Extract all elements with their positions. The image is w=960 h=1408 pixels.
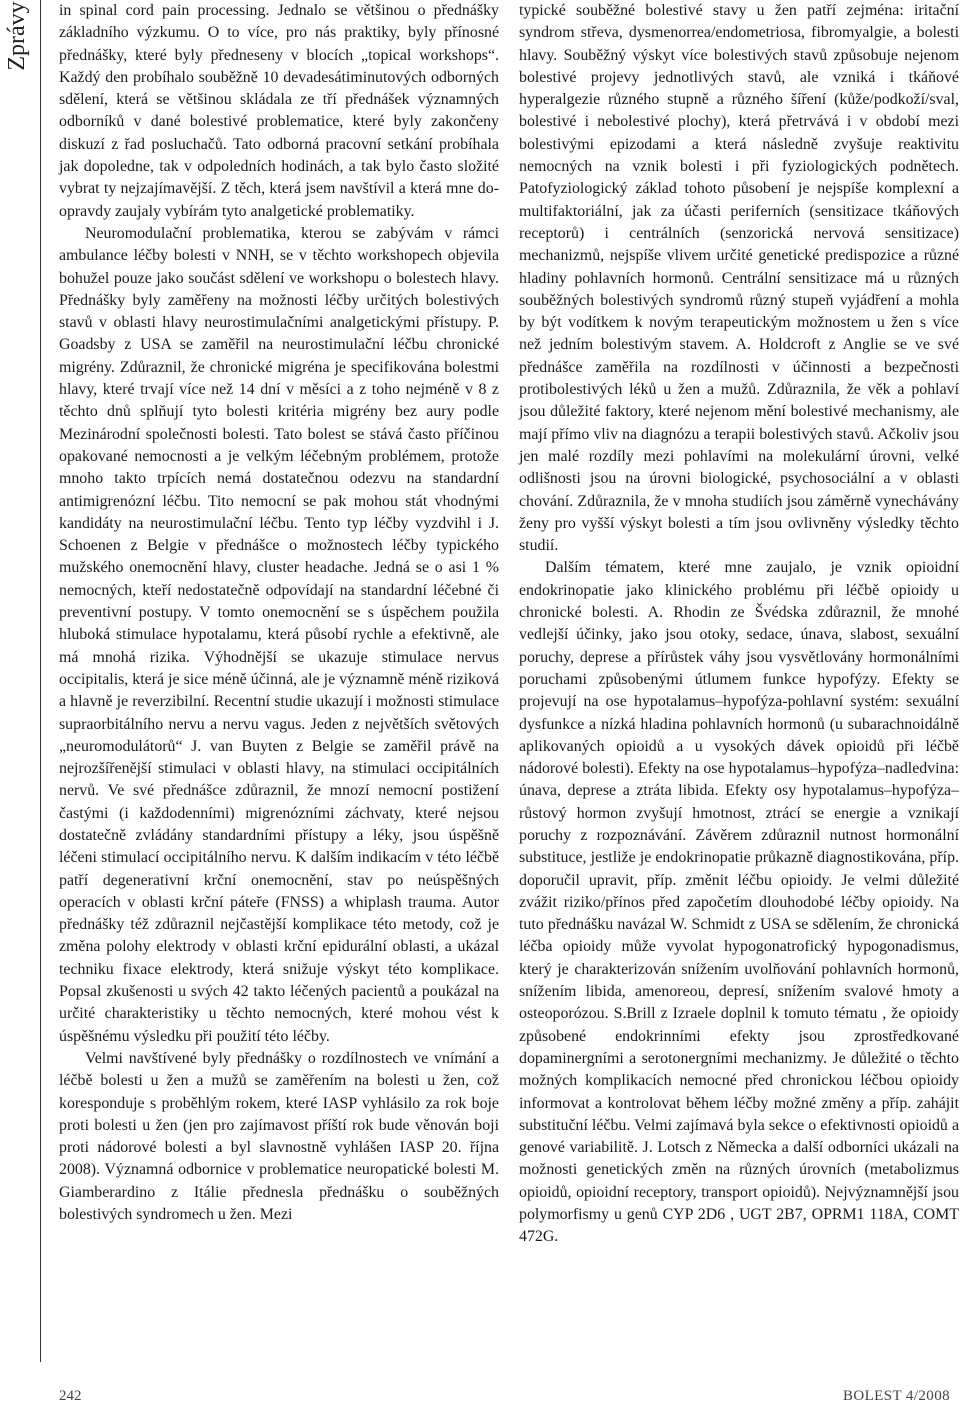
section-divider	[40, 0, 41, 1362]
right-column	[519, 0, 959, 1249]
section-label	[0, 0, 34, 72]
paragraph: typické souběžné bolestivé stavy u žen patří zejména: iritační syndrom střeva, dysmenorrea/endometriosa, fibromyalgie, a bolesti hlavy. Souběžný výskyt více bolestivých stavů způsobuje nejenom bolestivé projevy jednotlivých stavů, ale vzniká i tkáňové hyperalgezie různého stupně a různého šíření (kůže/podkoží/sval, bolestivé i nebolestivé plochy), která přetrvává i v období mezi bolestivými epizodami a která následně zvyšuje reaktivitu nemocných na vznik bolesti i při fyziologických podnětech. Patofyziologický základ tohoto působení je nejspíše komplexní a multifaktoriální, jak za účasti periferních (sensitizace tkáňových receptorů) i centrálních (senzorická nervová sensitizace) mechanizmů, nejspíše vlivem určité genetické predispozice a různé hladiny pohlavních hormonů. Centrální sensitizace má u různých souběžných bolestivých syndromů různý stupeň vyjádření a mohla by být vodítkem k novým terapeutickým možnostem u žen s více než jedním bolestivým stavem. A. Holdcroft z Anglie se ve své přednášce zaměřila na rozdílnosti v účinnosti a bezpečnosti protibolestivých léků u žen a mužů. Zdůraznila, že věk a pohlaví jsou důležité faktory, které nejenom mění bolestivé mechanismy, ale mají přímo vliv na diagnózu a terapii bolestivých stavů. Ačkoliv jsou jen malé rozdíly mezi pohlavími na molekulární úrovni, velké odlišnosti jsou na úrovni biologické, psychosociální a v oblasti chování. Zdůraznila, že v mnoha studiích jsou záměrně vynechávány ženy pro vyšší výskyt bolesti a tím jsou ovlivněny výsledky těchto studií.	[519, 2, 959, 555]
paragraph: Velmi navštívené byly přednášky o rozdílnostech ve vnímání a léčbě bolesti u žen a mužů se zaměřením na bolesti u žen, což koresponduje s proběhlým rokem, které IASP vyhlásilo za rok boje proti bolesti u žen (jen pro zajímavost příští rok bude věnován boji proti nádorové bolesti a byl slavnostně vyhlášen IASP 20. října 2008). Významná odbornice v problematice neuropatické bolesti M. Giamberardino z Itálie přednesla přednášku o souběžných bolestivých syndromech u žen. Mezi	[59, 1049, 499, 1224]
section-label-text: Zprávy	[4, 1, 30, 71]
paragraph: Neuromodulační problematika, kterou se zabývám v rámci ambulance léčby bolesti v NNH, se v těchto workshopech objevila bohužel pouze jako součást sdělení ve workshopu o bolestech hlavy. Přednášky byly zaměřeny na možnosti léčby určitých bolestivých stavů v oblasti hlavy neurostimulačními analgetickými přístupy. P. Goadsby z USA se zaměřil na neurostimulační léčbu chronické migrény. Zdůraznil, že chronické migréna je specifikována bolestmi hlavy, které trvají více než 14 dní v měsíci a z toho nejméně v 8 z těchto dnů splňují tyto bolesti kritéria migrény bez aury podle Mezinárodní společnosti bolesti. Tato bolest se stává často příčinou opakované nemocnosti a je velkým léčebným problémem, protože mnoho takto trpících nemá dostatečnou odezvu na standardní antimigrenózní léčbu. Tito nemocní se pak mohou stát vhodnými kandidáty na neurostimulační léčbu. Tento typ léčby vyzdvihl i J. Schoenen z Belgie v přednášce o možnostech léčby typického mužského onemocnění hlavy, cluster headache. Jedná se o asi 1 % nemocných, kteří nedostatečně odpovídají na standardní léčebné či preventivní postupy. V tomto onemocnění se s úspěchem použila hluboká stimulace hypotalamu, která působí rychle a efektivně, ale má mnohá rizika. Výhodnější se ukazuje stimulace nervus occipitalis, která je sice méně účinná, ale je významně méně riziková a hlavně je reverzibilní. Recentní studie ukazují i možnosti stimulace supraorbitálního nervu a nervu vagus. Jeden z největších světových „neuromodulátorů“ J. van Buyten z Belgie se zaměřil právě na nejrozšířenější stimulaci v oblasti hlavy, na stimulaci occipitálních nervů. Ve své přednášce zdůraznil, že mnozí nemocní postižení častými (i každodenními) migrenózními záchvaty, které nejsou dostatečně zvládány standardními přístupy a léky, jsou úspěšně léčeni stimulací occipitálního nervu. K dalším indikacím v této léčbě patří degenerativní krční onemocnění, stav po neúspěšných operacích v oblasti krční páteře (FNSS) a whiplash trauma. Autor přednášky též zdůraznil nejčastější komplikace této metody, což je změna polohy elektrody v oblasti krční epidurální oblasti, a ukázal techniku fixace elektrody, která snižuje výskyt této komplikace. Popsal zkušenosti u svých 42 takto léčených pacientů a poukázal na určité charakteristiky u těchto nemocných, které mohou vést k úspěšnému výsledku při použití této léčby.	[59, 224, 499, 1045]
paragraph: in spinal cord pain processing. Jednalo se většinou o přednášky základního výzkumu. O to více, pro nás praktiky, byly přínosné přednášky, které byly předneseny v blocích „topical workshops“. Každý den probíhalo souběžně 10 devadesátiminutových odborných sdělení, která se většinou skládala ze tří přednášek významných odborníků v dané bolestivé problematice, které byly zakončeny diskuzí z řad posluchačů. Tato odborná pracovní setkání probíhala jak dopoledne, tak v odpoledních hodinách, a tak bylo často složité vybrat ty nejzajímavější. Z těch, která jsem navštívil a která mne doopravdy zaujaly vybírám tyto analgetické problematiky.	[59, 2, 499, 220]
left-column	[59, 0, 499, 1226]
journal-issue: BOLEST 4/2008	[842, 1388, 950, 1404]
page-number: 242	[59, 1388, 82, 1404]
paragraph: Dalším tématem, které mne zaujalo, je vznik opioidní endokrinopatie jako klinického problému při léčbě opioidy u chronické bolesti. A. Rhodin ze Švédska zdůraznil, že mnohé vedlejší účinky, jako jsou otoky, sedace, únava, slabost, sexuální poruchy, deprese a přírůstek váhy jsou vysvětlovány hormonálními poruchami způsobenými útlumem funkce hypofýzy. Efekty se projevují na ose hypotalamus–hypofýza-pohlavní systém: sexuální dysfunkce a nízká hladina pohlavních hormonů (u subarachnoidálně aplikovaných opioidů a u vysokých dávek opioidů při léčbě nádorové bolesti). Efekty na ose hypotalamus–hypofýza–nadledvina: únava, deprese a ztráta libida. Efekty osy hypotalamus–hypofýza–růstový hormon zvyšují hmotnost, ztrácí se energie a vznikají poruchy z rozpoznávání. Závěrem zdůraznil nutnost hormonální substituce, jestliže je endokrinopatie průkazně diagnostikována, příp. doporučil upravit, příp. změnit léčbu opioidy. Je velmi důležité zvážit riziko/přínos před započetím dlouhodobé léčby opioidy. Na tuto přednášku navázal W. Schmidt z USA se sdělením, že chronická léčba opioidy může vyvolat hypogonatrofický hypogonadismus, který je charakterizován snížením uvolňování pohlavních hormonů, snížením libida, amenoreou, depresí, snížením svalové hmoty a osteoporózou. S.Brill z Izraele doplnil k tomuto tématu , že opioidy způsobené endokrinními efekty jsou zprostředkované dopaminergními a serotonergními mechanizmy. Je důležité o těchto možných komplikacích nemocné před chronickou léčbou opioidy informovat a kontrolovat během léčby možné změny a příp. zahájit substituční léčbu. Velmi zajímavá byla sekce o efektivnosti opioidů a genové variabilitě. J. Lotsch z Německa a další odborníci ukázali na možnosti genetických změn na různých úrovních (metabolizmus opioidů, opioidní receptory, transport opioidů). Nejvýznamnější jsou polymorfismy u genů CYP 2D6 , UGT 2B7, OPRM1 118A, COMT 472G.	[519, 559, 959, 1246]
